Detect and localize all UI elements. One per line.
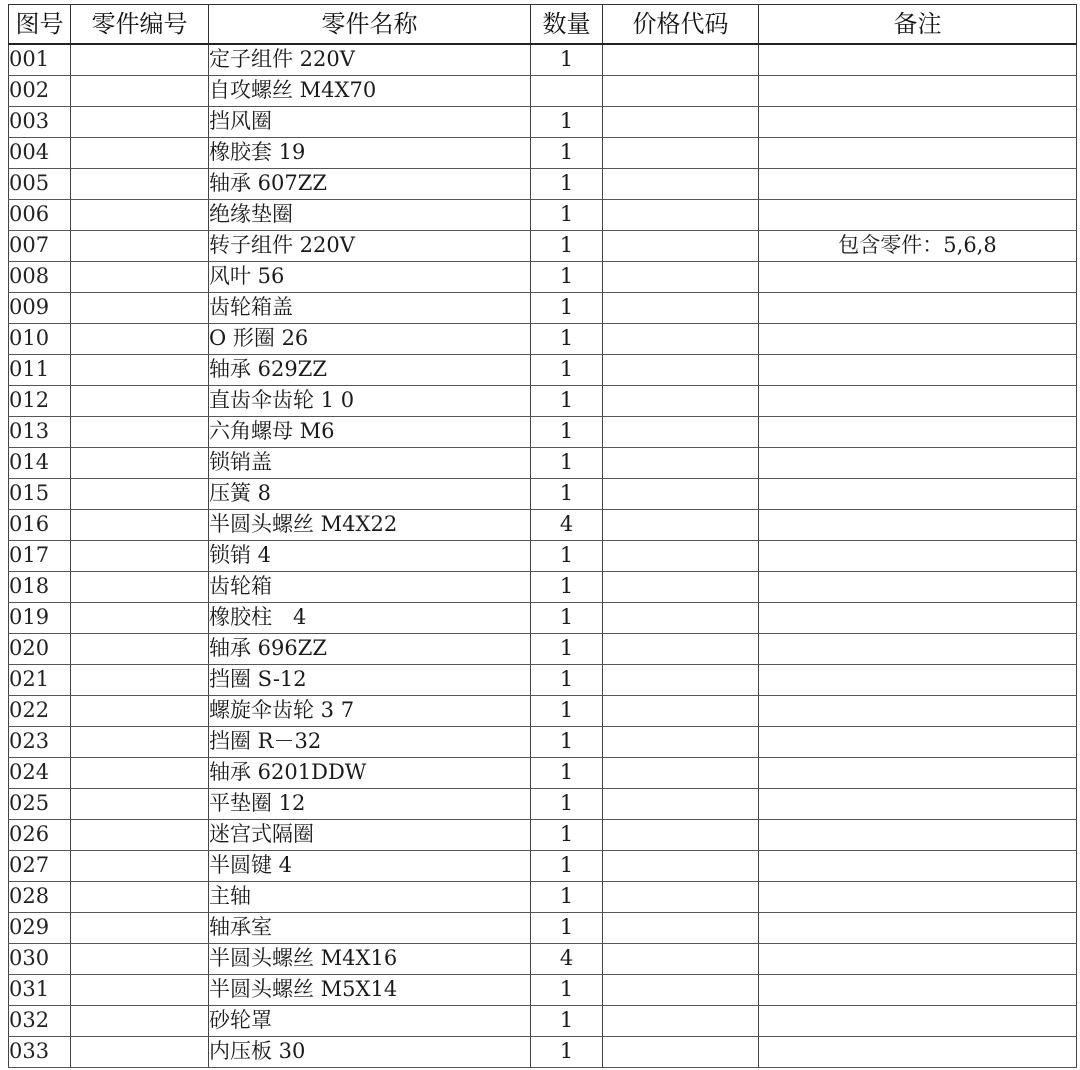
table-row [9,324,1077,355]
price-code-cell [603,572,759,603]
table-row [9,107,1077,138]
part-name-cell: 挡圈 S-12 [209,665,531,696]
parts-list-sheet [8,4,1076,1068]
part-name-cell: 绝缘垫圈 [209,200,531,231]
qty-cell: 4 [531,944,603,975]
table-row [9,696,1077,727]
price-code-cell [603,138,759,169]
table-row [9,882,1077,913]
remark-cell [759,262,1077,293]
part-name-cell: 半圆头螺丝 M4X22 [209,510,531,541]
table-row [9,262,1077,293]
part-no-cell [71,138,209,169]
fig-no-cell: 004 [9,138,71,169]
price-code-cell [603,107,759,138]
fig-no-cell: 001 [9,44,71,76]
part-no-cell [71,169,209,200]
part-no-cell [71,975,209,1006]
part-no-cell [71,107,209,138]
price-code-cell [603,1006,759,1037]
part-no-cell [71,665,209,696]
fig-no-cell: 015 [9,479,71,510]
part-name-cell: 齿轮箱盖 [209,293,531,324]
qty-cell: 1 [531,820,603,851]
remark-cell [759,107,1077,138]
part-name-cell: 直齿伞齿轮 1 0 [209,386,531,417]
remark-cell [759,169,1077,200]
fig-no-cell: 003 [9,107,71,138]
part-name-cell: 齿轮箱 [209,572,531,603]
table-row [9,541,1077,572]
table-row [9,1006,1077,1037]
fig-no-cell: 014 [9,448,71,479]
part-no-cell [71,913,209,944]
part-no-cell [71,758,209,789]
remark-cell [759,944,1077,975]
fig-no-cell: 008 [9,262,71,293]
qty-cell [531,76,603,107]
qty-cell: 1 [531,696,603,727]
table-row [9,1037,1077,1068]
table-row [9,169,1077,200]
remark-cell [759,572,1077,603]
remark-cell [759,76,1077,107]
part-no-cell [71,944,209,975]
price-code-cell [603,231,759,262]
table-row [9,417,1077,448]
part-no-cell [71,44,209,76]
qty-cell: 1 [531,386,603,417]
price-code-cell [603,820,759,851]
fig-no-cell: 005 [9,169,71,200]
qty-cell: 1 [531,324,603,355]
part-no-cell [71,882,209,913]
parts-table [8,4,1077,1068]
price-code-cell [603,479,759,510]
fig-no-cell: 006 [9,200,71,231]
price-code-cell [603,169,759,200]
fig-no-cell: 030 [9,944,71,975]
remark-cell [759,603,1077,634]
part-name-cell: 六角螺母 M6 [209,417,531,448]
part-name-cell: 橡胶套 19 [209,138,531,169]
price-code-cell [603,851,759,882]
part-name-cell: 迷宫式隔圈 [209,820,531,851]
qty-cell: 1 [531,541,603,572]
qty-cell: 1 [531,882,603,913]
part-name-cell: 自攻螺丝 M4X70 [209,76,531,107]
part-name-cell: 轴承 607ZZ [209,169,531,200]
header-fig-no: 图号 [9,5,71,45]
remark-cell [759,696,1077,727]
remark-cell [759,448,1077,479]
header-price-code: 价格代码 [603,5,759,45]
qty-cell: 1 [531,634,603,665]
price-code-cell [603,324,759,355]
fig-no-cell: 025 [9,789,71,820]
table-header [9,5,1077,45]
part-no-cell [71,696,209,727]
fig-no-cell: 011 [9,355,71,386]
part-name-cell: 轴承 629ZZ [209,355,531,386]
part-no-cell [71,603,209,634]
qty-cell: 1 [531,1006,603,1037]
fig-no-cell: 026 [9,820,71,851]
qty-cell: 1 [531,572,603,603]
remark-cell [759,882,1077,913]
part-no-cell [71,479,209,510]
fig-no-cell: 023 [9,727,71,758]
remark-cell [759,138,1077,169]
part-no-cell [71,200,209,231]
qty-cell: 1 [531,44,603,76]
qty-cell: 1 [531,727,603,758]
part-no-cell [71,355,209,386]
fig-no-cell: 016 [9,510,71,541]
fig-no-cell: 029 [9,913,71,944]
qty-cell: 4 [531,510,603,541]
part-no-cell [71,510,209,541]
price-code-cell [603,386,759,417]
part-name-cell: O 形圈 26 [209,324,531,355]
fig-no-cell: 002 [9,76,71,107]
remark-cell: 包含零件：5,6,8 [759,231,1077,262]
qty-cell: 1 [531,200,603,231]
part-no-cell [71,1037,209,1068]
part-name-cell: 轴承室 [209,913,531,944]
table-row [9,944,1077,975]
table-row [9,572,1077,603]
qty-cell: 1 [531,913,603,944]
table-row [9,634,1077,665]
part-no-cell [71,76,209,107]
price-code-cell [603,913,759,944]
part-name-cell: 半圆头螺丝 M5X14 [209,975,531,1006]
fig-no-cell: 024 [9,758,71,789]
header-qty: 数量 [531,5,603,45]
part-no-cell [71,386,209,417]
fig-no-cell: 020 [9,634,71,665]
price-code-cell [603,44,759,76]
part-name-cell: 内压板 30 [209,1037,531,1068]
remark-cell [759,324,1077,355]
fig-no-cell: 017 [9,541,71,572]
table-row [9,138,1077,169]
price-code-cell [603,262,759,293]
remark-cell [759,913,1077,944]
remark-cell [759,510,1077,541]
table-row [9,76,1077,107]
remark-cell [759,665,1077,696]
remark-cell [759,355,1077,386]
qty-cell: 1 [531,293,603,324]
table-row [9,231,1077,262]
table-row [9,665,1077,696]
fig-no-cell: 007 [9,231,71,262]
qty-cell: 1 [531,789,603,820]
remark-cell [759,479,1077,510]
qty-cell: 1 [531,479,603,510]
price-code-cell [603,944,759,975]
price-code-cell [603,665,759,696]
qty-cell: 1 [531,262,603,293]
part-name-cell: 橡胶柱 4 [209,603,531,634]
fig-no-cell: 012 [9,386,71,417]
qty-cell: 1 [531,107,603,138]
part-name-cell: 轴承 6201DDW [209,758,531,789]
remark-cell [759,1037,1077,1068]
table-row [9,293,1077,324]
fig-no-cell: 033 [9,1037,71,1068]
part-name-cell: 锁销盖 [209,448,531,479]
fig-no-cell: 022 [9,696,71,727]
fig-no-cell: 009 [9,293,71,324]
fig-no-cell: 010 [9,324,71,355]
part-name-cell: 主轴 [209,882,531,913]
part-name-cell: 压簧 8 [209,479,531,510]
qty-cell: 1 [531,138,603,169]
qty-cell: 1 [531,758,603,789]
part-name-cell: 平垫圈 12 [209,789,531,820]
remark-cell [759,789,1077,820]
qty-cell: 1 [531,665,603,696]
part-no-cell [71,727,209,758]
table-row [9,789,1077,820]
remark-cell [759,541,1077,572]
qty-cell: 1 [531,603,603,634]
price-code-cell [603,200,759,231]
table-body [9,44,1077,1068]
table-row [9,820,1077,851]
part-no-cell [71,231,209,262]
price-code-cell [603,975,759,1006]
price-code-cell [603,293,759,324]
table-row [9,851,1077,882]
price-code-cell [603,417,759,448]
part-no-cell [71,541,209,572]
fig-no-cell: 031 [9,975,71,1006]
fig-no-cell: 028 [9,882,71,913]
table-row [9,355,1077,386]
table-row [9,386,1077,417]
price-code-cell [603,727,759,758]
qty-cell: 1 [531,417,603,448]
remark-cell [759,975,1077,1006]
qty-cell: 1 [531,448,603,479]
qty-cell: 1 [531,355,603,386]
part-name-cell: 半圆头螺丝 M4X16 [209,944,531,975]
part-name-cell: 半圆键 4 [209,851,531,882]
remark-cell [759,200,1077,231]
remark-cell [759,417,1077,448]
table-row [9,975,1077,1006]
fig-no-cell: 021 [9,665,71,696]
remark-cell [759,758,1077,789]
header-part-no: 零件编号 [71,5,209,45]
table-row [9,479,1077,510]
price-code-cell [603,634,759,665]
part-no-cell [71,634,209,665]
remark-cell [759,386,1077,417]
header-remark: 备注 [759,5,1077,45]
remark-cell [759,44,1077,76]
remark-cell [759,727,1077,758]
part-no-cell [71,1006,209,1037]
remark-cell [759,820,1077,851]
part-no-cell [71,820,209,851]
table-row [9,758,1077,789]
price-code-cell [603,448,759,479]
table-row [9,603,1077,634]
table-row [9,448,1077,479]
part-name-cell: 挡风圈 [209,107,531,138]
part-name-cell: 转子组件 220V [209,231,531,262]
price-code-cell [603,603,759,634]
qty-cell: 1 [531,231,603,262]
qty-cell: 1 [531,975,603,1006]
part-no-cell [71,324,209,355]
price-code-cell [603,355,759,386]
qty-cell: 1 [531,851,603,882]
fig-no-cell: 018 [9,572,71,603]
fig-no-cell: 032 [9,1006,71,1037]
price-code-cell [603,541,759,572]
fig-no-cell: 019 [9,603,71,634]
table-row [9,727,1077,758]
part-name-cell: 锁销 4 [209,541,531,572]
table-row [9,200,1077,231]
remark-cell [759,1006,1077,1037]
price-code-cell [603,882,759,913]
fig-no-cell: 027 [9,851,71,882]
price-code-cell [603,76,759,107]
part-no-cell [71,417,209,448]
part-name-cell: 砂轮罩 [209,1006,531,1037]
part-no-cell [71,262,209,293]
part-name-cell: 螺旋伞齿轮 3 7 [209,696,531,727]
header-row [9,5,1077,45]
price-code-cell [603,789,759,820]
price-code-cell [603,510,759,541]
qty-cell: 1 [531,169,603,200]
table-row [9,913,1077,944]
price-code-cell [603,696,759,727]
part-no-cell [71,851,209,882]
price-code-cell [603,1037,759,1068]
qty-cell: 1 [531,1037,603,1068]
remark-cell [759,293,1077,324]
part-name-cell: 轴承 696ZZ [209,634,531,665]
header-part-name: 零件名称 [209,5,531,45]
part-name-cell: 风叶 56 [209,262,531,293]
part-no-cell [71,293,209,324]
remark-cell [759,851,1077,882]
part-no-cell [71,572,209,603]
remark-cell [759,634,1077,665]
part-name-cell: 定子组件 220V [209,44,531,76]
table-row [9,510,1077,541]
part-no-cell [71,448,209,479]
table-row [9,44,1077,76]
part-no-cell [71,789,209,820]
part-name-cell: 挡圈 R－32 [209,727,531,758]
price-code-cell [603,758,759,789]
fig-no-cell: 013 [9,417,71,448]
